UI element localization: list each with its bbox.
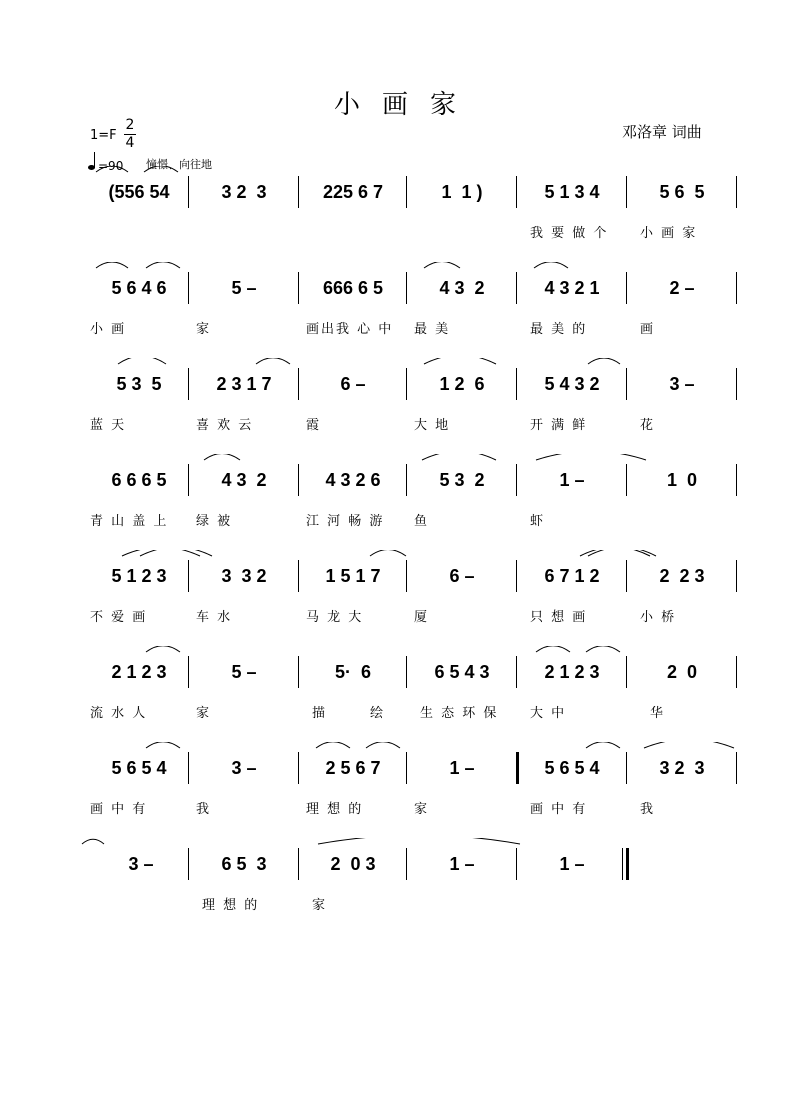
slur-arc (424, 358, 496, 364)
measure-notes: 3 – (231, 758, 257, 778)
slur-arc (96, 262, 128, 268)
composer-credit: 邓洛章 词曲 (622, 123, 702, 141)
time-signature-bottom: 4 (125, 135, 135, 151)
slur-arc (256, 358, 290, 364)
measure-notes: 1 0 (666, 470, 698, 490)
lyric-text: 家 (196, 706, 212, 721)
lyric-text: 家 (196, 322, 212, 337)
lyric-text: 画出我 心 中 (306, 322, 394, 337)
measure-notes: 2 1 2 3 (111, 662, 167, 682)
lyric-text: 开 满 鲜 (530, 418, 588, 433)
measure-notes: 2 – (669, 278, 695, 298)
lyric-text: 理 想 的 (306, 802, 364, 817)
lyric-text: 画 (640, 322, 656, 337)
measure-notes: 4 3 2 (439, 278, 485, 298)
lyric-text: 绿 被 (196, 514, 233, 529)
lyric-text: 最 美 的 (530, 322, 588, 337)
measure-notes: 6 – (449, 566, 475, 586)
slur-arc (204, 454, 240, 460)
page-title: 小画家 (333, 90, 478, 120)
slur-arc (536, 454, 646, 460)
key-signature: 1=F (90, 128, 117, 143)
lyric-text: 小 画 家 (640, 226, 698, 241)
measure-notes: 5 4 3 2 (544, 374, 600, 394)
slur-arc (588, 550, 656, 556)
measure-notes: 1 5 1 7 (325, 566, 381, 586)
measure-notes: 3 2 3 (659, 758, 705, 778)
lyric-text: 理 想 的 (202, 898, 260, 913)
time-signature-top: 2 (125, 117, 135, 133)
measure-notes: 1 – (559, 470, 585, 490)
slur-arc (422, 454, 496, 460)
measure-notes: 666 6 5 (322, 278, 384, 298)
lyric-text: 大 地 (414, 418, 451, 433)
measure-notes: 5 6 5 (659, 182, 705, 202)
lyric-text: 绘 (370, 706, 386, 721)
lyric-text: 描 (312, 706, 328, 721)
measure-notes: 1 – (449, 854, 475, 874)
slur-marks (0, 646, 790, 686)
slur-arc (146, 742, 180, 748)
slur-arc (588, 358, 620, 364)
lyric-text: 不 爱 画 (90, 610, 148, 625)
lyric-text: 流 水 人 (90, 706, 148, 721)
measure-notes: 1 – (559, 854, 585, 874)
lyric-text: 大 中 (530, 706, 567, 721)
measure-notes: 1 1 ) (441, 182, 483, 202)
measure-notes: 2 2 3 (659, 566, 705, 586)
lyric-text: 我 要 做 个 (530, 226, 609, 241)
slur-arc (318, 838, 520, 844)
measure-notes: 3 3 2 (221, 566, 267, 586)
measure-notes: 6 5 3 (221, 854, 267, 874)
slur-arc (586, 646, 620, 652)
score-row (0, 176, 790, 266)
measure-notes: 2 1 2 3 (544, 662, 600, 682)
slur-arc (536, 646, 570, 652)
measure-notes: 5 6 5 4 (111, 758, 167, 778)
lyric-text: 小 桥 (640, 610, 677, 625)
lyric-text: 生 态 环 保 (420, 706, 499, 721)
measure-notes: 4 3 2 1 (544, 278, 600, 298)
measure-notes: 1 2 6 (439, 374, 485, 394)
lyric-text: 蓝 天 (90, 418, 127, 433)
score-row (0, 848, 790, 938)
score-row (0, 272, 790, 362)
slur-arc (144, 166, 178, 172)
measure-notes: 2 0 (666, 662, 698, 682)
lyric-text: 江 河 畅 游 (306, 514, 385, 529)
measure-notes: 2 0 3 (330, 854, 376, 874)
slur-marks (0, 454, 790, 494)
measure-notes: 3 2 3 (221, 182, 267, 202)
slur-arc (146, 262, 180, 268)
score-row (0, 656, 790, 746)
slur-marks (0, 742, 790, 782)
score-row (0, 368, 790, 458)
lyric-text: 最 美 (414, 322, 451, 337)
measure-notes: 6 7 1 2 (544, 566, 600, 586)
slur-marks (0, 550, 790, 590)
measure-notes: 1 – (449, 758, 475, 778)
lyric-text: 画 中 有 (530, 802, 588, 817)
measure-notes: 5 3 5 (116, 374, 162, 394)
measure-notes: 5 6 4 6 (111, 278, 167, 298)
measure-notes: 5 1 3 4 (544, 182, 600, 202)
measure-notes: 5 1 2 3 (111, 566, 167, 586)
measure-notes: 5 6 5 4 (544, 758, 600, 778)
slur-arc (146, 646, 180, 652)
measure-notes: (556 54 (108, 182, 170, 202)
slur-marks (0, 838, 790, 878)
measure-notes: 6 6 6 5 (111, 470, 167, 490)
lyric-text: 虾 (530, 514, 546, 529)
measure-notes: 2 3 1 7 (216, 374, 272, 394)
slur-arc (644, 742, 734, 748)
slur-arc (316, 742, 350, 748)
slur-marks (0, 262, 790, 302)
slur-arc (140, 550, 212, 556)
measure-notes: 5 – (231, 662, 257, 682)
slur-arc (586, 742, 620, 748)
measure-notes: 4 3 2 6 (325, 470, 381, 490)
lyric-text: 家 (414, 802, 430, 817)
lyric-text: 只 想 画 (530, 610, 588, 625)
lyric-text: 画 中 有 (90, 802, 148, 817)
slur-arc (424, 262, 460, 268)
slur-arc (366, 742, 400, 748)
slur-arc (534, 262, 568, 268)
slur-arc (370, 550, 406, 556)
slur-marks (0, 166, 790, 206)
lyric-text: 青 山 盖 上 (90, 514, 169, 529)
tempo-value: =90 (98, 159, 124, 173)
measure-notes: 3 – (128, 854, 154, 874)
lyric-text: 花 (640, 418, 656, 433)
score-row (0, 752, 790, 842)
measure-notes: 5 3 2 (439, 470, 485, 490)
lyric-text: 小 画 (90, 322, 127, 337)
measure-notes: 5· 6 (334, 662, 372, 682)
lyric-text: 厦 (414, 610, 430, 625)
time-signature (124, 118, 136, 151)
score-row (0, 560, 790, 650)
lyric-text: 华 (650, 706, 666, 721)
slur-arc (122, 550, 200, 556)
lyric-text: 喜 欢 云 (196, 418, 254, 433)
lyric-text: 我 (640, 802, 656, 817)
slur-arc (118, 358, 166, 364)
measure-notes: 4 3 2 (221, 470, 267, 490)
measure-notes: 3 – (669, 374, 695, 394)
measure-notes: 6 5 4 3 (434, 662, 490, 682)
slur-marks (0, 358, 790, 398)
measure-notes: 5 – (231, 278, 257, 298)
lyric-text: 车 水 (196, 610, 233, 625)
lyric-text: 马 龙 大 (306, 610, 364, 625)
mood-marking: 憧憬、向往地 (146, 158, 212, 171)
lyric-text: 我 (196, 802, 212, 817)
measure-notes: 6 – (340, 374, 366, 394)
lyric-text: 霞 (306, 418, 322, 433)
measure-notes: 225 6 7 (322, 182, 384, 202)
lyric-text: 鱼 (414, 514, 430, 529)
slur-arc (82, 839, 104, 844)
slur-arc (96, 166, 128, 172)
measure-notes: 2 5 6 7 (325, 758, 381, 778)
lyric-text: 家 (312, 898, 328, 913)
score-row (0, 464, 790, 554)
